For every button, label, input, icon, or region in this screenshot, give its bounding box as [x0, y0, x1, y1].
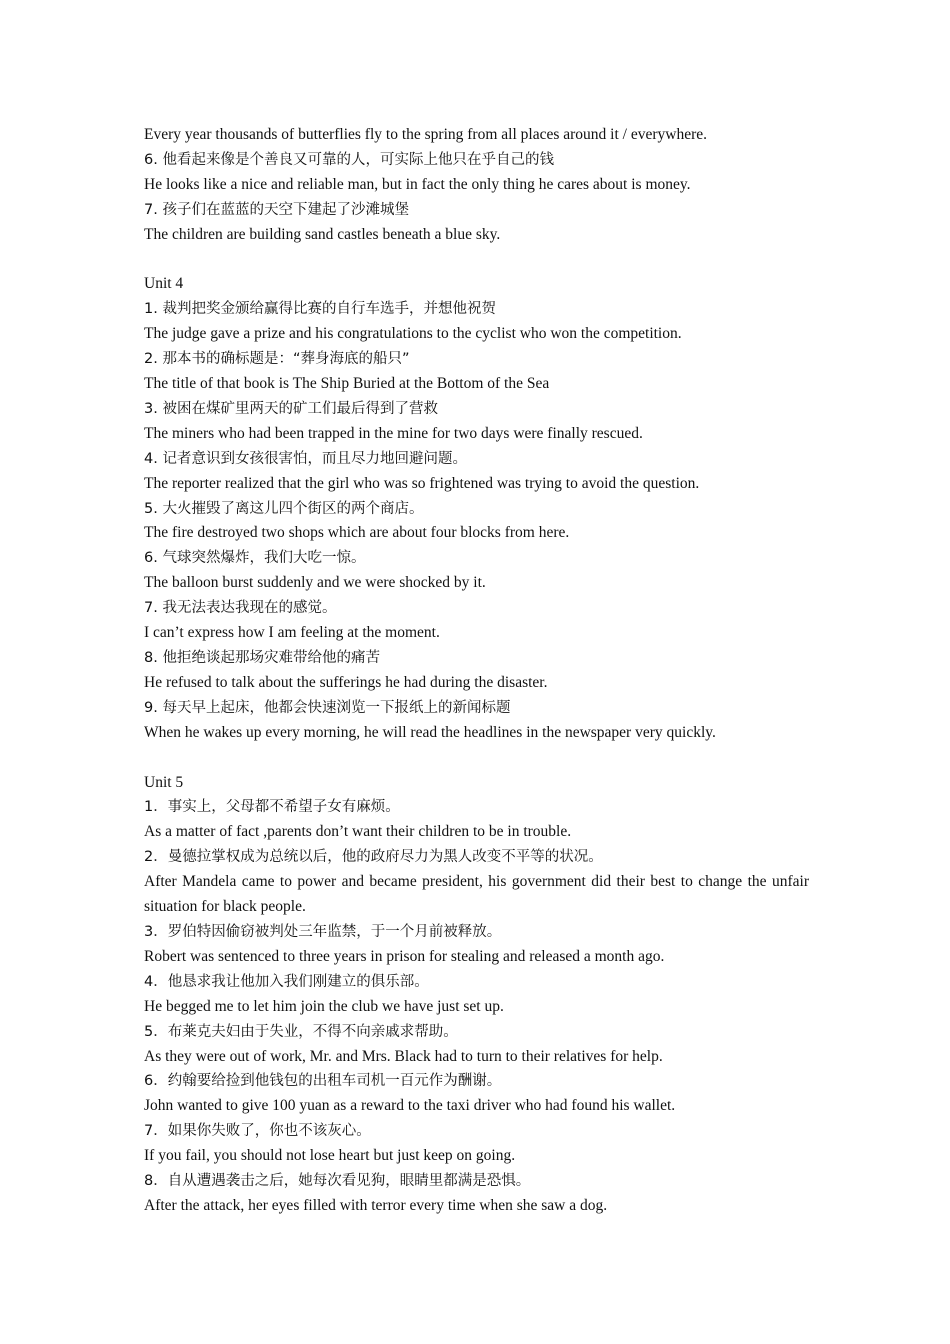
- chinese-sentence: 6. 气球突然爆炸，我们大吃一惊。: [144, 550, 366, 567]
- english-sentence: As they were out of work, Mr. and Mrs. Black had to turn to their relatives for help.: [144, 1047, 663, 1065]
- chinese-sentence: 9. 每天早上起床，他都会快速浏览一下报纸上的新闻标题: [144, 699, 511, 716]
- english-sentence: The miners who had been trapped in the mine for two days were finally rescued.: [144, 424, 643, 442]
- unit-heading: Unit 5: [144, 773, 184, 791]
- chinese-sentence: 3．罗伯特因偷窃被判处三年监禁，于一个月前被释放。: [144, 923, 502, 940]
- english-sentence: John wanted to give 100 yuan as a reward to the taxi driver who had found his wallet.: [144, 1097, 676, 1115]
- english-sentence: As a matter of fact ,parents don’t want their children to be in trouble.: [144, 823, 572, 841]
- unit-5-section: [144, 771, 809, 1219]
- top-block: [144, 123, 809, 248]
- blank-line: [144, 248, 809, 273]
- chinese-sentence: 7. 我无法表达我现在的感觉。: [144, 600, 337, 617]
- document-page: [144, 123, 809, 1219]
- english-sentence: Every year thousands of butterflies fly to the spring from all places around it / everywhere.: [144, 126, 707, 143]
- chinese-sentence: 5．布莱克夫妇由于失业，不得不向亲戚求帮助。: [144, 1023, 458, 1040]
- english-sentence: I can’t express how I am feeling at the moment.: [144, 624, 440, 642]
- english-sentence: He begged me to let him join the club we have just set up.: [144, 997, 504, 1015]
- chinese-sentence: 6. 他看起来像是个善良又可靠的人，可实际上他只在乎自己的钱: [144, 151, 554, 168]
- chinese-sentence: 8．自从遭遇袭击之后，她每次看见狗，眼睛里都满是恐惧。: [144, 1173, 531, 1190]
- english-sentence: If you fail, you should not lose heart but just keep on going.: [144, 1147, 516, 1165]
- chinese-sentence: 6．约翰要给捡到他钱包的出租车司机一百元作为酬谢。: [144, 1073, 502, 1090]
- chinese-sentence: 2．曼德拉掌权成为总统以后，他的政府尽力为黑人改变不平等的状况。: [144, 849, 603, 866]
- unit-4-section: [144, 272, 809, 745]
- english-sentence: When he wakes up every morning, he will read the headlines in the newspaper very quickly.: [144, 723, 716, 741]
- english-sentence: After the attack, her eyes filled with terror every time when she saw a dog.: [144, 1196, 608, 1214]
- english-sentence: He looks like a nice and reliable man, but in fact the only thing he cares about is money.: [144, 175, 691, 193]
- english-sentence: Robert was sentenced to three years in prison for stealing and released a month ago.: [144, 947, 665, 965]
- english-sentence: The fire destroyed two shops which are about four blocks from here.: [144, 524, 570, 542]
- chinese-sentence: 7. 孩子们在蓝蓝的天空下建起了沙滩城堡: [144, 201, 409, 218]
- english-sentence: He refused to talk about the sufferings he had during the disaster.: [144, 673, 548, 691]
- chinese-sentence: 8. 他拒绝谈起那场灾难带给他的痛苦: [144, 650, 380, 667]
- chinese-sentence: 1. 裁判把奖金颁给赢得比赛的自行车选手，并想他祝贺: [144, 301, 496, 318]
- english-sentence: The title of that book is The Ship Buried at the Bottom of the Sea: [144, 375, 550, 393]
- chinese-sentence: 5. 大火摧毁了离这儿四个街区的两个商店。: [144, 500, 424, 517]
- chinese-sentence: 7．如果你失败了，你也不该灰心。: [144, 1123, 371, 1140]
- english-sentence: The children are building sand castles beneath a blue sky.: [144, 225, 501, 243]
- english-sentence: After Mandela came to power and became president, his government did their best to change the unfair situation for black people.: [144, 873, 809, 916]
- english-sentence: The balloon burst suddenly and we were shocked by it.: [144, 574, 486, 592]
- chinese-sentence: 3. 被困在煤矿里两天的矿工们最后得到了营救: [144, 400, 438, 417]
- english-sentence: The reporter realized that the girl who was so frightened was trying to avoid the question.: [144, 474, 700, 492]
- unit-heading: Unit 4: [144, 275, 184, 293]
- english-sentence: The judge gave a prize and his congratulations to the cyclist who won the competition.: [144, 325, 682, 343]
- chinese-sentence: 2. 那本书的确标题是：“葬身海底的船只”: [144, 351, 410, 368]
- chinese-sentence: 4. 记者意识到女孩很害怕，而且尽力地回避问题。: [144, 450, 467, 467]
- chinese-sentence: 1．事实上，父母都不希望子女有麻烦。: [144, 799, 400, 816]
- blank-line: [144, 746, 809, 771]
- chinese-sentence: 4．他恳求我让他加入我们刚建立的俱乐部。: [144, 973, 429, 990]
